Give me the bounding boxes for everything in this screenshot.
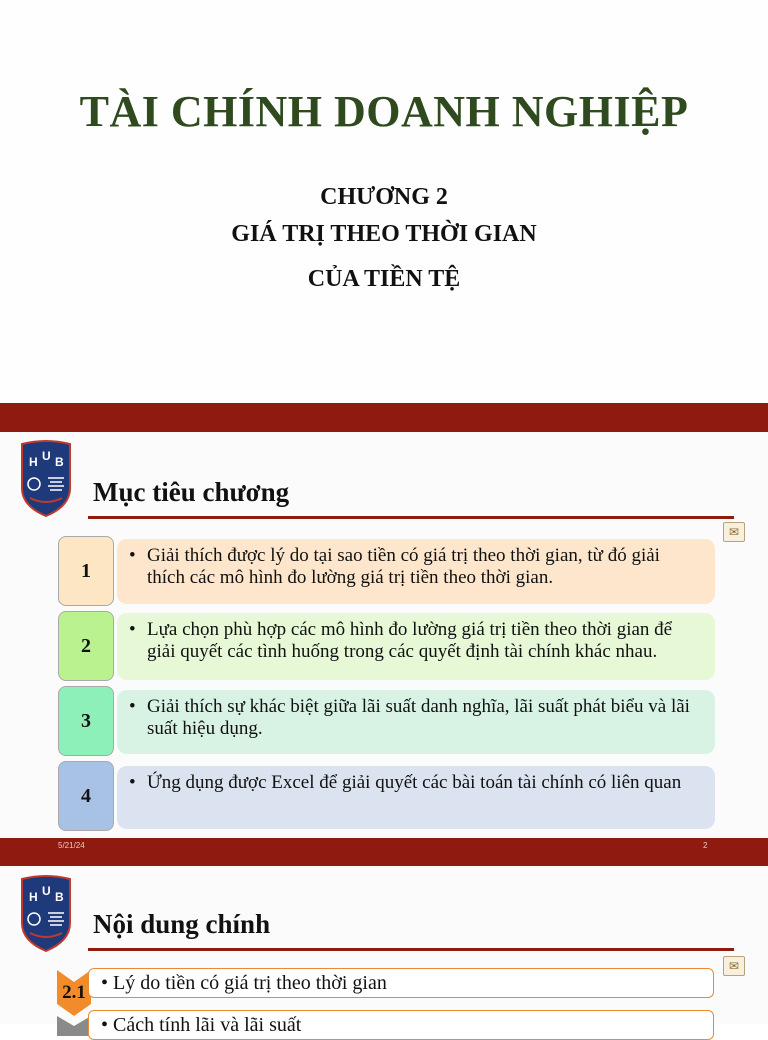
- svg-text:B: B: [55, 890, 64, 904]
- objectives-slide: [0, 432, 768, 838]
- bullet-icon: •: [101, 1014, 109, 1036]
- objective-item-1: [117, 539, 715, 604]
- subtitle-line-2: CỦA TIỀN TỆ: [307, 266, 461, 292]
- objective-number-2: 2: [58, 611, 114, 681]
- hub-logo: [20, 440, 72, 518]
- objective-text-1: Giải thích được lý do tại sao tiền có giá trị theo thời gian, từ đó giải thích các mô hình đo lường giá trị tiền theo thời gian.: [147, 545, 660, 588]
- title-slide: [0, 0, 768, 403]
- content-text-1: Lý do tiền có giá trị theo thời gian: [113, 972, 387, 994]
- heading-underline: [88, 948, 734, 951]
- objective-text-4: Ứng dụng được Excel để giải quyết các bài toán tài chính có liên quan: [147, 772, 682, 793]
- bullet-icon: •: [129, 772, 136, 793]
- objective-item-4: [117, 766, 715, 829]
- objective-item-3: [117, 690, 715, 754]
- content-number-1: 2.1: [62, 982, 86, 1003]
- heading-underline: [88, 516, 734, 519]
- objective-text-3: Giải thích sự khác biệt giữa lãi suất danh nghĩa, lãi suất phát biểu và lãi suất hiệu dụng.: [147, 696, 690, 739]
- objective-number-3: 3: [58, 686, 114, 756]
- content-item-1: [88, 968, 714, 998]
- contents-slide: [0, 866, 768, 1036]
- subtitle-line-1: GIÁ TRỊ THEO THỜI GIAN: [231, 221, 537, 247]
- svg-text:H: H: [29, 455, 38, 469]
- content-item-2: [88, 1010, 714, 1040]
- objective-item-2: [117, 613, 715, 680]
- notes-icon[interactable]: ✉: [723, 956, 745, 976]
- bullet-icon: •: [129, 619, 136, 640]
- objective-number-4: 4: [58, 761, 114, 831]
- notes-icon[interactable]: ✉: [723, 522, 745, 542]
- svg-text:U: U: [42, 449, 51, 463]
- svg-text:U: U: [42, 884, 51, 898]
- bullet-icon: •: [129, 545, 136, 566]
- footer-page-number: 2: [703, 841, 708, 850]
- footer-date: 5/21/24: [58, 841, 85, 850]
- chapter-label: CHƯƠNG 2: [320, 184, 448, 210]
- slide-divider-band: [0, 403, 768, 432]
- bullet-icon: •: [129, 696, 136, 717]
- slide-title: TÀI CHÍNH DOANH NGHIỆP: [79, 87, 689, 136]
- content-text-2: Cách tính lãi và lãi suất: [113, 1014, 302, 1036]
- section-heading: Nội dung chính: [93, 909, 271, 939]
- objective-text-2: Lựa chọn phù hợp các mô hình đo lường giá trị tiền theo thời gian để giải quyết các tình huống trong các quyết định tài chính khác nhau.: [147, 619, 673, 662]
- hub-logo: [20, 875, 72, 953]
- objective-number-1: 1: [58, 536, 114, 606]
- slide-footer-band: [0, 838, 768, 866]
- svg-text:B: B: [55, 455, 64, 469]
- chevron-down-icon: [57, 1016, 91, 1036]
- section-heading: Mục tiêu chương: [93, 477, 290, 507]
- bullet-icon: •: [101, 972, 109, 994]
- svg-text:H: H: [29, 890, 38, 904]
